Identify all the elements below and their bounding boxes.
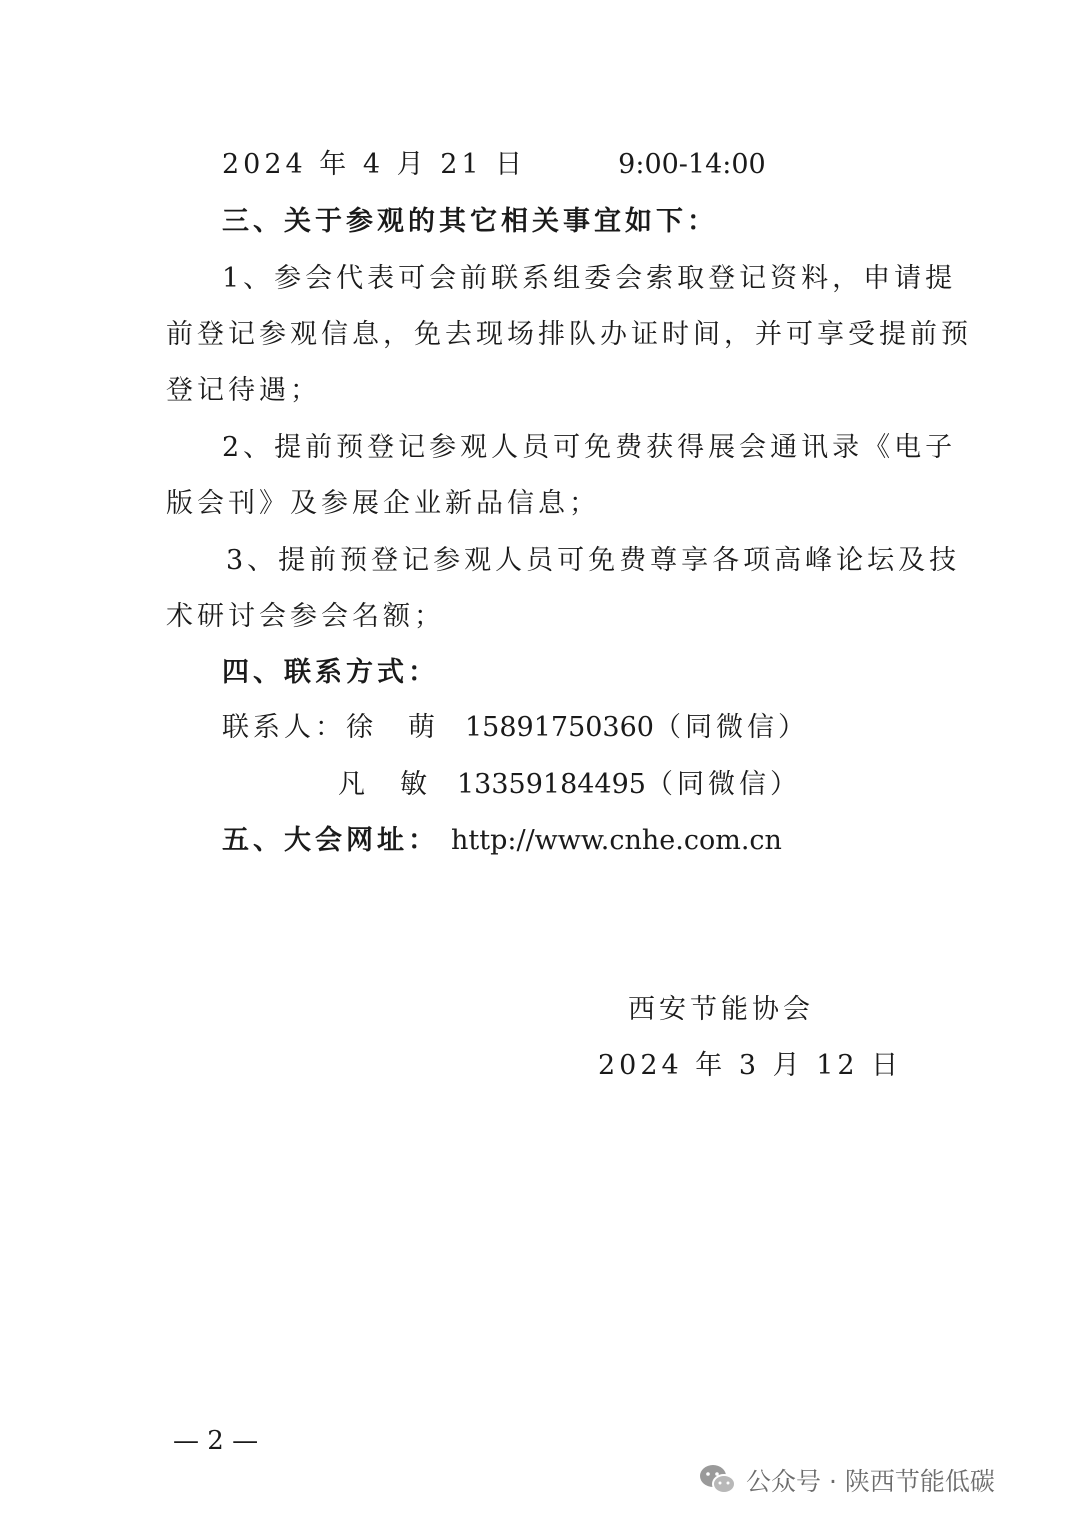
watermark: [698, 1462, 995, 1498]
contact-phone: 13359184495: [457, 769, 646, 800]
watermark-text: 公众号 · 陕西节能低碳: [746, 1467, 995, 1496]
contact-row-1: [222, 711, 809, 745]
event-time: 9:00-14:00: [618, 149, 766, 180]
item-3-line-1: 3、提前预登记参观人员可免费尊享各项高峰论坛及技: [226, 545, 961, 576]
item-1-line-1: 1、参会代表可会前联系组委会索取登记资料，申请提: [222, 263, 957, 294]
item-1-line-3: 登记待遇；: [166, 375, 321, 406]
event-date-line: [222, 148, 766, 182]
wechat-icon: [698, 1463, 738, 1497]
item-2-line-2: 版会刊》及参展企业新品信息；: [166, 488, 600, 519]
signature-date: 2024 年 3 月 12 日: [598, 1050, 903, 1081]
page-number: — 2 —: [173, 1426, 259, 1456]
contact-label: 联系人：: [222, 712, 346, 743]
section-3-heading: 三、关于参观的其它相关事宜如下：: [222, 206, 718, 237]
signature-org: 西安节能协会: [628, 994, 814, 1025]
contact-note: （同微信）: [653, 712, 809, 743]
section-4-heading: 四、联系方式：: [222, 657, 439, 688]
website-url: http://www.cnhe.com.cn: [451, 825, 782, 856]
contact-name: 凡 敏: [338, 769, 431, 800]
event-date: 2024 年 4 月 21 日: [222, 149, 527, 180]
contact-name: 徐 萌: [346, 712, 439, 743]
item-3-line-2: 术研讨会参会名额；: [166, 601, 445, 632]
item-2-line-1: 2、提前预登记参观人员可免费获得展会通讯录《电子: [222, 432, 957, 463]
contact-phone: 15891750360: [465, 712, 654, 743]
contact-row-2: [338, 768, 801, 802]
contact-note: （同微信）: [645, 769, 801, 800]
section-5-heading: 五、大会网址：: [222, 825, 439, 856]
item-1-line-2: 前登记参观信息，免去现场排队办证时间，并可享受提前预: [166, 319, 972, 350]
section-5-row: [222, 824, 782, 858]
